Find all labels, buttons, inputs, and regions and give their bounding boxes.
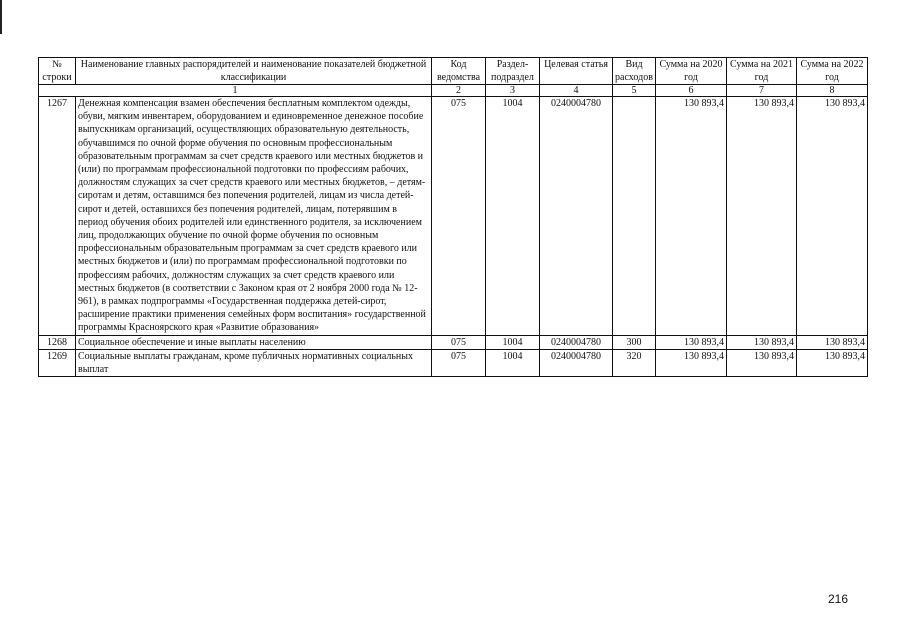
row-sum-2022: 130 893,4 <box>797 97 868 336</box>
column-number: 5 <box>613 85 656 97</box>
header-section: Раздел-подраздел <box>486 58 540 85</box>
table-row <box>39 97 868 336</box>
header-row <box>39 58 868 85</box>
row-target-article: 0240004780 <box>540 349 613 376</box>
row-sum-2020: 130 893,4 <box>656 335 727 349</box>
header-row-number: № строки <box>39 58 76 85</box>
budget-table <box>38 57 868 377</box>
row-name: Социальное обеспечение и иные выплаты населению <box>76 335 432 349</box>
row-number: 1269 <box>39 349 76 376</box>
row-dept-code: 075 <box>432 335 486 349</box>
row-sum-2022: 130 893,4 <box>797 335 868 349</box>
header-sum-2021: Сумма на 2021 год <box>727 58 797 85</box>
row-dept-code: 075 <box>432 97 486 336</box>
column-number: 6 <box>656 85 727 97</box>
row-sum-2021: 130 893,4 <box>727 335 797 349</box>
scan-edge-mark <box>0 0 2 34</box>
column-number: 8 <box>797 85 868 97</box>
row-dept-code: 075 <box>432 349 486 376</box>
row-number: 1267 <box>39 97 76 336</box>
row-sum-2020: 130 893,4 <box>656 349 727 376</box>
row-section: 1004 <box>486 335 540 349</box>
row-name: Социальные выплаты гражданам, кроме публичных нормативных социальных выплат <box>76 349 432 376</box>
row-section: 1004 <box>486 349 540 376</box>
column-number: 1 <box>39 85 432 97</box>
row-expense-type <box>613 97 656 336</box>
table-row <box>39 349 868 376</box>
row-expense-type: 300 <box>613 335 656 349</box>
row-name: Денежная компенсация взамен обеспечения бесплатным комплектом одежды, обуви, мягким инвентарем, оборудованием и единовременное денежное пособие выпускникам организаций, осуществляющих образовательную деятельность, обучавшимся по очной форме обучения по основным профессиональным образовательным программам за счет средств краевого или местных бюджетов и (или) по программам профессиональной подготовки по профессиям рабочих, должностям служащих за счет средств краевого или местных бюджетов, – детям-сиротам и детям, оставшимся без попечения родителей, лицам из числа детей-сирот и детей, оставшихся без попечения родителей, лицам, потерявшим в период обучения обоих родителей или единственного родителя, за исключением лиц, продолжающих обучение по очной форме обучения по основным профессиональным образовательным программам за счет средств краевого или местных бюджетов и (или) по программам профессиональной подготовки по профессиям рабочих, должностям служащих за счет средств краевого или местных бюджетов (в соответствии с Законом края от 2 ноября 2000 года № 12-961), в рамках подпрограммы «Государственная поддержка детей-сирот, расширение практики применения семейных форм воспитания» государственной программы Красноярского края «Развитие образования» <box>76 97 432 336</box>
column-number: 7 <box>727 85 797 97</box>
header-expense-type: Вид расходов <box>613 58 656 85</box>
row-sum-2021: 130 893,4 <box>727 97 797 336</box>
column-number: 3 <box>486 85 540 97</box>
column-number: 2 <box>432 85 486 97</box>
page-number: 216 <box>828 592 849 606</box>
header-dept-code: Код ведомства <box>432 58 486 85</box>
row-sum-2022: 130 893,4 <box>797 349 868 376</box>
column-number-row <box>39 85 868 97</box>
header-sum-2022: Сумма на 2022 год <box>797 58 868 85</box>
row-target-article: 0240004780 <box>540 335 613 349</box>
row-sum-2020: 130 893,4 <box>656 97 727 336</box>
column-number: 4 <box>540 85 613 97</box>
header-sum-2020: Сумма на 2020 год <box>656 58 727 85</box>
row-sum-2021: 130 893,4 <box>727 349 797 376</box>
row-section: 1004 <box>486 97 540 336</box>
row-target-article: 0240004780 <box>540 97 613 336</box>
header-name: Наименование главных распорядителей и наименование показателей бюджетной классификации <box>76 58 432 85</box>
table-row <box>39 335 868 349</box>
row-expense-type: 320 <box>613 349 656 376</box>
header-target-article: Целевая статья <box>540 58 613 85</box>
row-number: 1268 <box>39 335 76 349</box>
